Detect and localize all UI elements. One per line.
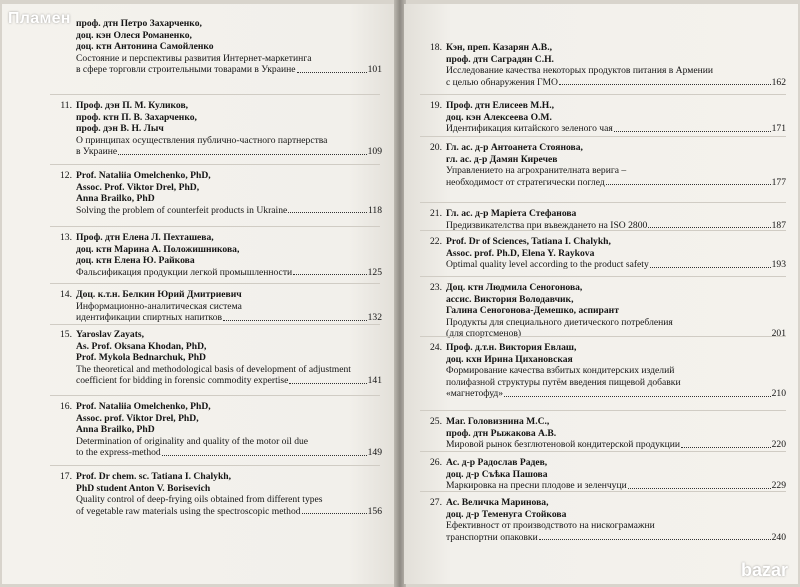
entry-body: [76, 100, 382, 158]
entry-number: 26.: [430, 457, 442, 468]
author-line: доц. кэн Олеся Романенко,: [76, 29, 192, 41]
page-number: 220: [771, 439, 786, 451]
author-line: Маг. Головизнина М.С.,: [446, 416, 550, 427]
author-line: Проф. дтн Елисеев М.Н.,: [446, 100, 555, 111]
author-line: доц. д-р Съѣка Пашова: [446, 468, 548, 480]
title-last-line: [76, 375, 382, 387]
entry-body: [446, 100, 786, 135]
entry-divider: [50, 226, 380, 227]
title-line: of vegetable raw materials using the spectroscopic method: [76, 505, 301, 517]
page-number: 125: [367, 266, 382, 278]
toc-entry: [50, 100, 382, 158]
left-page: [2, 4, 396, 584]
toc-entry: [420, 342, 786, 400]
title-line: Исследование качества некоторых продуктов питания в Армении: [446, 65, 713, 77]
author-line: проф. дтн Петро Захарченко,: [76, 18, 202, 29]
entry-body: [446, 142, 786, 188]
dot-leader: [648, 227, 770, 228]
entry-body: [446, 282, 786, 340]
page-number: 109: [367, 146, 382, 158]
title-last-line: [446, 177, 786, 189]
title-line: транспортни опаковки: [446, 531, 538, 543]
dot-leader: [559, 84, 771, 85]
dot-leader: [302, 513, 367, 514]
title-line: в сфере торговли строительными товарами в Украине: [76, 64, 296, 76]
author-line: Prof. Nataliia Omelchenko, PhD,: [76, 170, 211, 181]
author-line: проф. дтн Рыжакова А.В.: [446, 427, 557, 439]
title-line: Фальсификация продукции легкой промышленности: [76, 266, 293, 278]
entry-divider: [50, 283, 380, 284]
title-line: Ефективност от производството на нискограмажни: [446, 520, 655, 532]
entry-body: [446, 236, 786, 271]
title-last-line: [446, 123, 786, 135]
title-line: Формирование качества взбитых кондитерских изделий: [446, 365, 675, 377]
author-line: Assoc. Prof. Viktor Drel, PhD,: [76, 181, 200, 193]
entry-body: [446, 416, 786, 451]
page-number: 162: [771, 76, 786, 88]
title-last-line: [446, 328, 786, 340]
entry-number: 23.: [430, 282, 442, 293]
dot-leader: [162, 455, 367, 456]
entry-body: [446, 342, 786, 400]
author-line: проф. дтн Саградян С.Н.: [446, 53, 554, 65]
author-line: доц. ктн Антонина Самойленко: [76, 41, 214, 53]
entry-body: [446, 208, 786, 231]
title-line: Мировой рынок безглютеновой кондитерской продукции: [446, 439, 680, 451]
title-last-line: [76, 146, 382, 158]
entry-divider: [420, 230, 786, 231]
entry-number: 18.: [430, 42, 442, 53]
author-line: Ас. д-р Радослав Радев,: [446, 457, 548, 468]
toc-entry: [50, 329, 382, 387]
entry-number: 20.: [430, 142, 442, 153]
title-last-line: [76, 267, 382, 279]
page-number: 149: [367, 447, 382, 459]
title-last-line: [76, 64, 382, 76]
toc-entry: [50, 170, 382, 216]
page-number: 210: [771, 388, 786, 400]
toc-entry: [50, 18, 382, 76]
entry-number: 13.: [60, 232, 72, 243]
title-last-line: [446, 388, 786, 400]
author-line: Кэн, преп. Казарян А.В.,: [446, 42, 552, 53]
title-line: необходимост от стратегически поглед: [446, 176, 605, 188]
entry-number: 24.: [430, 342, 442, 353]
entry-divider: [420, 94, 786, 95]
author-line: проф. ктн П. В. Захарченко,: [76, 111, 197, 123]
page-number: 171: [771, 123, 786, 135]
toc-entry: [420, 416, 786, 451]
author-line: Проф. дтн Елена Л. Пехташева,: [76, 232, 214, 243]
title-last-line: [446, 259, 786, 271]
author-line: Anna Brailko, PhD: [76, 193, 155, 205]
toc-entry: [420, 100, 786, 135]
entry-divider: [420, 410, 786, 411]
page-number: 177: [771, 176, 786, 188]
page-number: 240: [771, 531, 786, 543]
title-last-line: [76, 205, 382, 217]
title-line: Determination of originality and quality of the motor oil due: [76, 435, 309, 447]
dot-leader: [118, 154, 366, 155]
entry-body: [76, 471, 382, 517]
toc-entry: [420, 236, 786, 271]
dot-leader: [504, 396, 771, 397]
toc-entry: [420, 208, 786, 231]
entry-number: 25.: [430, 416, 442, 427]
author-line: Ас. Величка Маринова,: [446, 497, 549, 508]
author-line: Assoc. prof. Viktor Drel, PhD,: [76, 412, 199, 424]
entry-number: 16.: [60, 401, 72, 412]
author-line: проф. дэн В. Н. Лыч: [76, 123, 164, 135]
author-line: доц. кэн Алексеева О.М.: [446, 111, 552, 123]
entry-body: [76, 232, 382, 278]
dot-leader: [289, 383, 366, 384]
entry-number: 19.: [430, 100, 442, 111]
title-line: Предизвикателства при въвеждането на ISO 2800: [446, 219, 648, 231]
title-last-line: [446, 439, 786, 451]
dot-leader: [223, 320, 367, 321]
author-line: Yaroslav Zayats,: [76, 329, 145, 340]
author-line: доц. кхн Ирина Цихановская: [446, 353, 573, 365]
entry-divider: [50, 395, 380, 396]
entry-number: 14.: [60, 289, 72, 300]
title-line: с целью обнаружения ГМО: [446, 76, 558, 88]
title-line: Идентификация китайского зеленого чая: [446, 123, 613, 135]
entry-number: 22.: [430, 236, 442, 247]
entry-divider: [420, 202, 786, 203]
dot-leader: [614, 131, 771, 132]
entry-divider: [420, 136, 786, 137]
author-line: Assoc. prof. Ph.D, Elena Y. Raykova: [446, 247, 595, 259]
toc-entry: [50, 471, 382, 517]
title-line: to the express-method: [76, 447, 161, 459]
author-line: Anna Brailko, PhD: [76, 424, 155, 436]
author-line: As. Prof. Oksana Khodan, PhD,: [76, 340, 207, 352]
author-line: гл. ас. д-р Дамян Киречев: [446, 153, 558, 165]
entry-divider: [420, 336, 786, 337]
dot-leader: [650, 267, 771, 268]
watermark-text: Пламен: [8, 10, 71, 27]
dot-leader: [293, 274, 366, 275]
page-number: 118: [367, 204, 382, 216]
title-last-line: [76, 506, 382, 518]
author-line: Гл. ас. д-р Антоанета Стоянова,: [446, 142, 583, 153]
title-line: полифазной структуры путём введения пищевой добавки: [446, 376, 681, 388]
title-line: О принципах осуществления публично-частного партнерства: [76, 134, 328, 146]
author-line: Prof. Mykola Bednarchuk, PhD: [76, 352, 206, 364]
entry-body: [76, 401, 382, 459]
entry-body: [76, 170, 382, 216]
entry-body: [446, 42, 786, 88]
toc-entry: [420, 282, 786, 340]
title-line: (для спортсменов): [446, 328, 522, 340]
entry-divider: [50, 465, 380, 466]
entry-divider: [50, 164, 380, 165]
author-line: Доц. ктн Людмила Сеногонова,: [446, 282, 583, 293]
title-last-line: [76, 447, 382, 459]
author-line: Доц. к.т.н. Белкин Юрий Дмитриевич: [76, 289, 242, 300]
dot-leader: [606, 184, 771, 185]
page-number: 229: [771, 480, 786, 492]
author-line: Prof. Dr chem. sc. Tatiana I. Chalykh,: [76, 471, 232, 482]
title-line: Маркировка на пресни плодове и зеленчуци: [446, 480, 627, 492]
entry-divider: [50, 324, 380, 325]
entry-number: 17.: [60, 471, 72, 482]
title-line: The theoretical and methodological basis of development of adjustment: [76, 363, 351, 375]
toc-entry: [420, 497, 786, 543]
marketplace-stamp: bazar: [740, 560, 788, 580]
title-line: Управлението на агрохранителната верига –: [446, 165, 627, 177]
entry-number: 21.: [430, 208, 442, 219]
author-line: доц. ктн Марина А. Положишникова,: [76, 243, 240, 255]
page-number: 101: [367, 64, 382, 76]
title-line: Продукты для специального диетического потребления: [446, 316, 673, 328]
author-line: Prof. Nataliia Omelchenko, PhD,: [76, 401, 211, 412]
author-line: Проф. дэн П. М. Куликов,: [76, 100, 189, 111]
toc-entry: [50, 232, 382, 278]
author-line: Проф. д.т.н. Виктория Евлаш,: [446, 342, 577, 353]
author-line: Галина Сеногонова-Демешко, аспирант: [446, 305, 619, 317]
title-line: Состояние и перспективы развития Интернет-маркетинга: [76, 52, 312, 64]
author-line: доц. д-р Теменуга Стойкова: [446, 508, 567, 520]
page-number: 141: [367, 375, 382, 387]
entry-body: [446, 457, 786, 492]
title-line: идентификации спиртных напитков: [76, 312, 223, 324]
title-line: в Украине: [76, 146, 118, 158]
title-line: Quality control of deep-frying oils obtained from different types: [76, 494, 323, 506]
entry-divider: [50, 94, 380, 95]
toc-entry: [420, 457, 786, 492]
page-number: 156: [367, 505, 382, 517]
entry-body: [76, 329, 382, 387]
entry-number: 15.: [60, 329, 72, 340]
right-page: [404, 4, 798, 584]
title-line: «магнетофуд»: [446, 388, 504, 400]
entry-divider: [420, 451, 786, 452]
title-line: Solving the problem of counterfeit products in Ukraine: [76, 204, 288, 216]
author-line: Prof. Dr of Sciences, Tatiana I. Chalykh,: [446, 236, 611, 247]
page-number: 187: [771, 219, 786, 231]
entry-body: [76, 289, 382, 324]
entry-body: [446, 497, 786, 543]
page-number: 132: [367, 312, 382, 324]
title-line: Информационно-аналитическая система: [76, 300, 242, 312]
entry-divider: [420, 276, 786, 277]
toc-entry: [50, 289, 382, 324]
dot-leader: [288, 212, 367, 213]
author-line: PhD student Anton V. Borisevich: [76, 482, 211, 494]
author-line: Гл. ас. д-р Маріета Стефанова: [446, 208, 577, 219]
title-last-line: [446, 77, 786, 89]
dot-leader: [628, 488, 771, 489]
entry-number: 27.: [430, 497, 442, 508]
toc-entry: [420, 142, 786, 188]
dot-leader: [681, 447, 771, 448]
author-line: доц. ктн Елена Ю. Райкова: [76, 255, 195, 267]
title-last-line: [446, 532, 786, 544]
title-line: Optimal quality level according to the product safety: [446, 259, 649, 271]
entry-body: [76, 18, 382, 76]
entry-number: 11.: [60, 100, 72, 111]
entry-divider: [420, 491, 786, 492]
title-line: coefficient for bidding in forensic commodity expertise: [76, 375, 289, 387]
page-number: 201: [771, 328, 786, 340]
toc-entry: [420, 42, 786, 88]
title-last-line: [76, 312, 382, 324]
dot-leader: [297, 72, 367, 73]
dot-leader: [539, 539, 771, 540]
entry-number: 12.: [60, 170, 72, 181]
page-number: 193: [771, 259, 786, 271]
toc-entry: [50, 401, 382, 459]
author-line: ассис. Виктория Володавчик,: [446, 293, 574, 305]
